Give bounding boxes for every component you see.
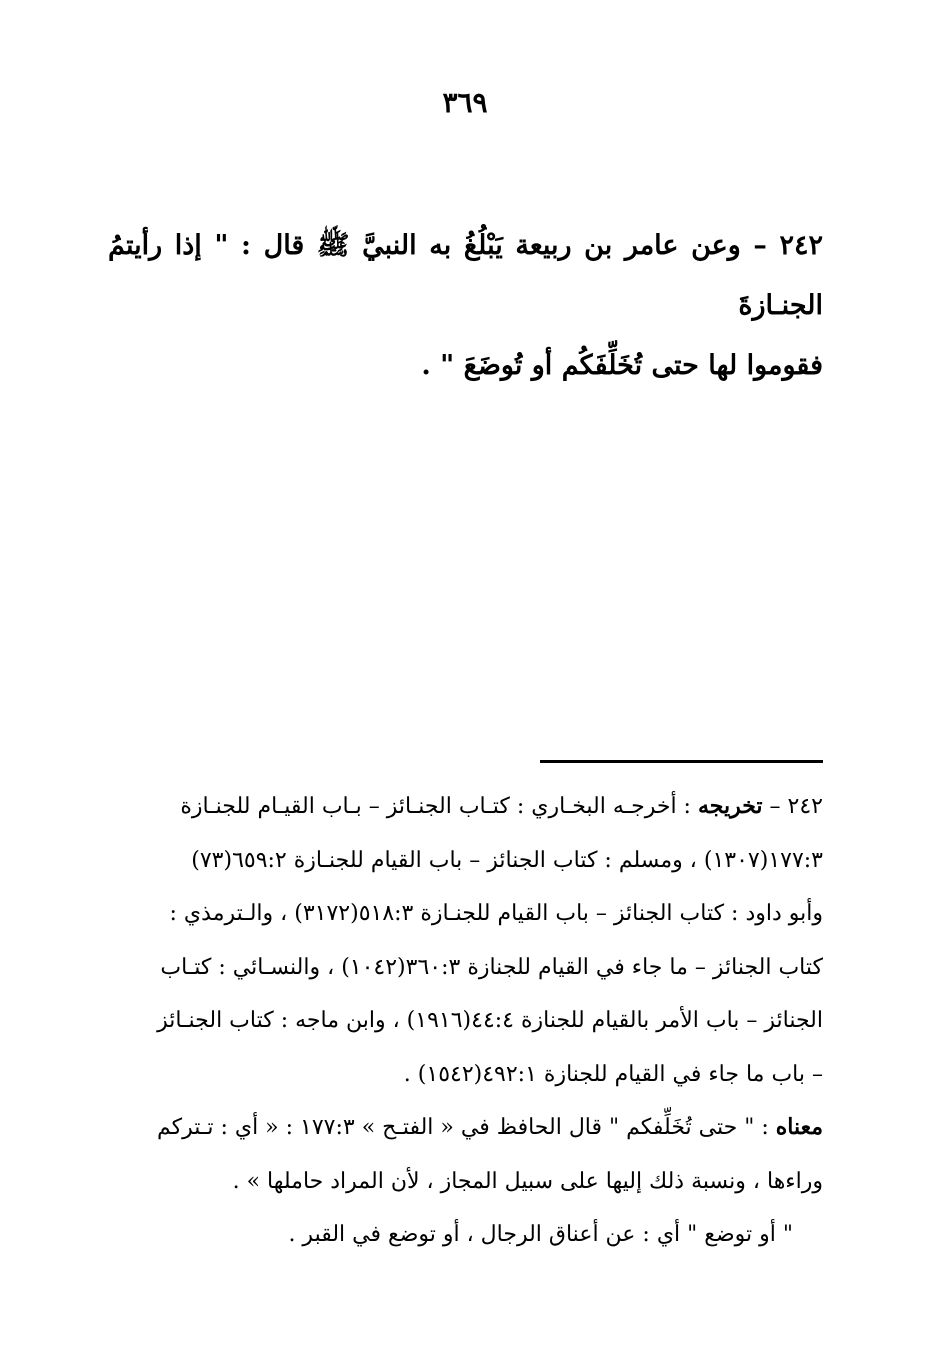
takhrij-line-3: وأبو داود : كتاب الجنائز – باب القيام للجنـازة ٥١٨:٣(٣١٧٢) ، والـترمذي : bbox=[169, 901, 823, 926]
meaning-text: : " حتى تُخَلِّفكم " قال الحافظ في « الفتـح » ١٧٧:٣ : « أي : تـتركم bbox=[157, 1115, 776, 1140]
meaning-line-1 bbox=[108, 1101, 823, 1155]
hadith-line-1: ٢٤٢ – وعن عامر بن ربيعة يَبْلُغُ به النبيَّ ﷺ قال : " إذا رأيتمُ الجنـازةَ bbox=[108, 230, 823, 321]
hadith-text bbox=[108, 216, 823, 396]
takhrij-number: ٢٤٢ – bbox=[762, 794, 823, 819]
meaning-line-2: وراءها ، ونسبة ذلك إليها على سبيل المجاز ، لأن المراد حاملها » . bbox=[232, 1168, 823, 1194]
takhrij-line-5: الجنائز – باب الأمر بالقيام للجنازة ٤٤:٤(١٩١٦) ، وابن ماجه : كتاب الجنـائز bbox=[157, 1008, 823, 1033]
takhrij-line-1 bbox=[108, 780, 823, 834]
footnote-separator bbox=[540, 760, 823, 763]
takhrij-label: تخريجه bbox=[697, 793, 763, 819]
takhrij-line-6: – باب ما جاء في القيام للجنازة ٤٩٢:١(١٥٤٢) . bbox=[403, 1061, 823, 1087]
takhrij-text: : أخرجـه البخـاري : كتـاب الجنـائز – بـاب القيـام للجنـازة bbox=[180, 794, 698, 819]
takhrij-line-4: كتاب الجنائز – ما جاء في القيام للجنازة ٣٦٠:٣(١٠٤٢) ، والنسـائي : كتـاب bbox=[160, 954, 823, 980]
meaning-line-3: " أو توضع " أي : عن أعناق الرجال ، أو توضع في القبر . bbox=[288, 1222, 793, 1247]
footnotes bbox=[108, 780, 823, 1262]
hadith-line-2: فقوموا لها حتى تُخَلِّفَكُم أو تُوضَعَ " . bbox=[421, 350, 823, 381]
meaning-label: معناه bbox=[775, 1114, 823, 1140]
takhrij-line-2: ١٧٧:٣(١٣٠٧) ، ومسلم : كتاب الجنائز – باب القيام للجنـازة ٦٥٩:٢(٧٣) bbox=[191, 847, 823, 873]
page-number: ٣٦٩ bbox=[442, 86, 488, 119]
